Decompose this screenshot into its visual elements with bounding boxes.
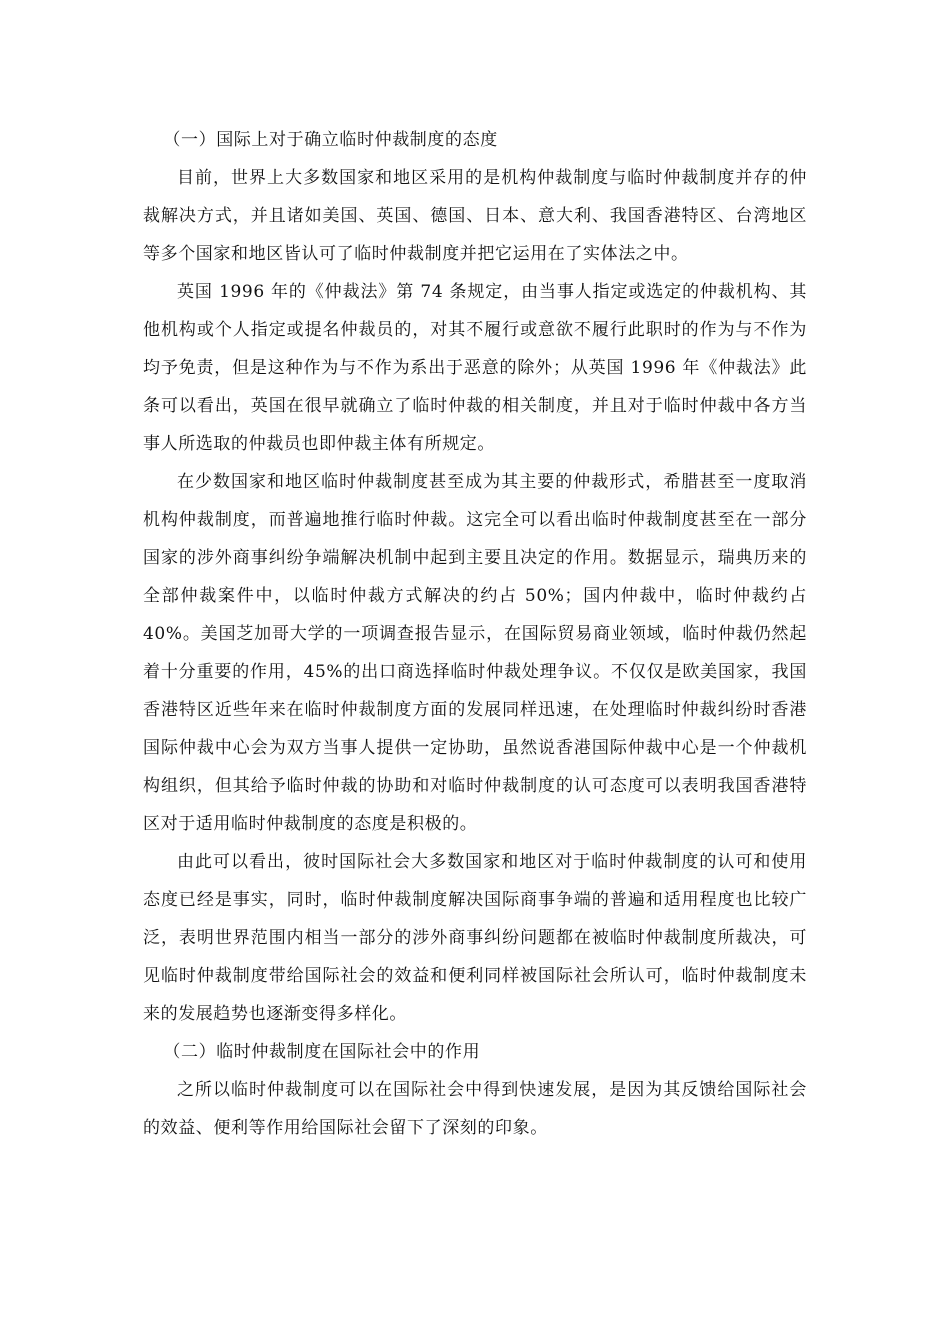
paragraph-2: 英国 1996 年的《仲裁法》第 74 条规定，由当事人指定或选定的仲裁机构、其他机构或个人指定或提名仲裁员的，对其不履行或意欲不履行此职时的作为与不作为均予免责，但是这种作为与不作为系出于恶意的除外；从英国 1996 年《仲裁法》此条可以看出，英国在很早就确立了临时仲裁的相关制度，并且对于临时仲裁中各方当事人所选取的仲裁员也即仲裁主体有所规定。 bbox=[143, 282, 807, 454]
section-heading-2: （二）临时仲裁制度在国际社会中的作用 bbox=[163, 1042, 481, 1062]
section-heading-1: （一）国际上对于确立临时仲裁制度的态度 bbox=[163, 130, 498, 150]
document-body bbox=[143, 121, 807, 1147]
paragraph-1: 目前，世界上大多数国家和地区采用的是机构仲裁制度与临时仲裁制度并存的仲裁解决方式，并且诸如美国、英国、德国、日本、意大利、我国香港特区、台湾地区等多个国家和地区皆认可了临时仲裁制度并把它运用在了实体法之中。 bbox=[143, 168, 807, 264]
paragraph-3: 在少数国家和地区临时仲裁制度甚至成为其主要的仲裁形式，希腊甚至一度取消机构仲裁制度，而普遍地推行临时仲裁。这完全可以看出临时仲裁制度甚至在一部分国家的涉外商事纠纷争端解决机制中起到主要且决定的作用。数据显示，瑞典历来的全部仲裁案件中，以临时仲裁方式解决的约占 50%；国内仲裁中，临时仲裁约占 40%。美国芝加哥大学的一项调查报告显示，在国际贸易商业领域，临时仲裁仍然起着十分重要的作用，45%的出口商选择临时仲裁处理争议。不仅仅是欧美国家，我国香港特区近些年来在临时仲裁制度方面的发展同样迅速，在处理临时仲裁纠纷时香港国际仲裁中心会为双方当事人提供一定协助，虽然说香港国际仲裁中心是一个仲裁机构组织，但其给予临时仲裁的协助和对临时仲裁制度的认可态度可以表明我国香港特区对于适用临时仲裁制度的态度是积极的。 bbox=[143, 472, 807, 834]
paragraph-4: 由此可以看出，彼时国际社会大多数国家和地区对于临时仲裁制度的认可和使用态度已经是事实，同时，临时仲裁制度解决国际商事争端的普遍和适用程度也比较广泛，表明世界范围内相当一部分的涉外商事纠纷问题都在被临时仲裁制度所裁决，可见临时仲裁制度带给国际社会的效益和便利同样被国际社会所认可，临时仲裁制度未来的发展趋势也逐渐变得多样化。 bbox=[143, 852, 807, 1024]
paragraph-5: 之所以临时仲裁制度可以在国际社会中得到快速发展，是因为其反馈给国际社会的效益、便利等作用给国际社会留下了深刻的印象。 bbox=[143, 1080, 807, 1138]
